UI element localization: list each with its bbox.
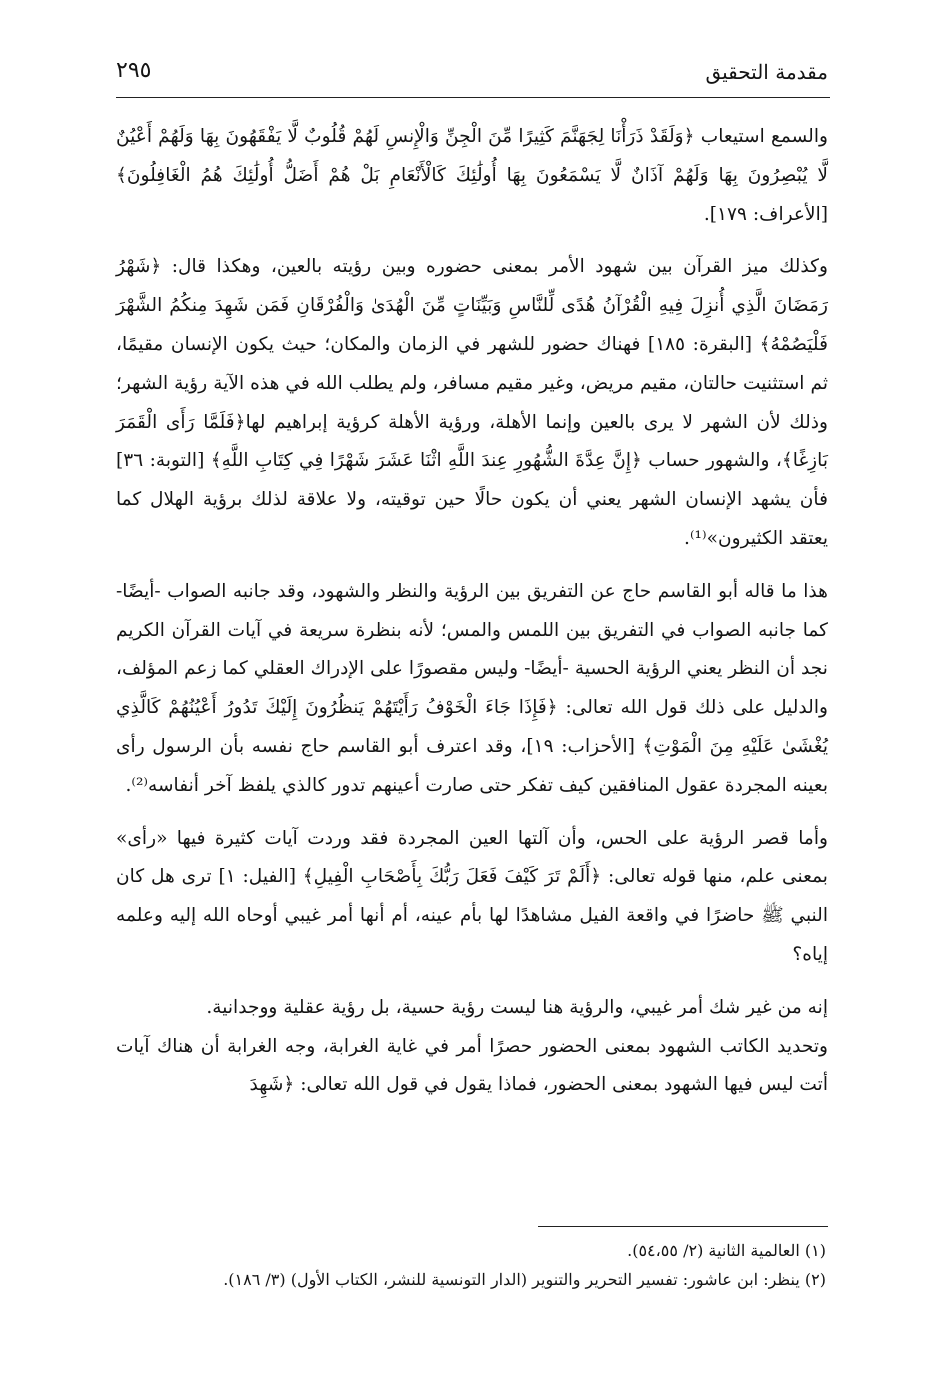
paragraph-quran-al-araf: والسمع استيعاب ﴿وَلَقَدْ ذَرَأْنَا لِجَهَنَّمَ كَثِيرًا مِّنَ الْجِنِّ وَالْإِنسِ لَهُمْ قُلُوبٌ لَّا يَفْقَهُونَ بِهَا وَلَهُمْ أَعْيُنٌ لَّا يُبْصِرُونَ بِهَا وَلَهُمْ آذَانٌ لَّا يَسْمَعُونَ بِهَا أُولَٰئِكَ كَالْأَنْعَامِ بَلْ هُمْ أَضَلُّ أُولَٰئِكَ هُمُ الْغَافِلُونَ﴾ [الأعراف: ١٧٩]. xyxy=(116,126,828,225)
footnote-divider xyxy=(538,1226,828,1227)
paragraph-amr-ghaybi: إنه من غير شك أمر غيبي، والرؤية هنا ليست رؤية حسية، بل رؤية عقلية ووجدانية. xyxy=(206,996,828,1018)
running-header xyxy=(116,54,828,94)
body-text xyxy=(116,118,828,1105)
paragraph-shuhud-al-shahr: وكذلك ميز القرآن بين شهود الأمر بمعنى حضوره وبين رؤيته بالعين، وهكذا قال: ﴿شَهْرُ رَمَضَانَ الَّذِي أُنزِلَ فِيهِ الْقُرْآنُ هُدًى لِّلنَّاسِ وَبَيِّنَاتٍ مِّنَ الْهُدَىٰ وَالْفُرْقَانِ فَمَن شَهِدَ مِنكُمُ الشَّهْرَ فَلْيَصُمْهُ﴾ [البقرة: ١٨٥] فهناك حضور للشهر في الزمان والمكان؛ حيث يكون الإنسان مقيمًا، ثم استثنيت حالتان، مقيم مريض، وغير مقيم مسافر، ولم يطلب الله في هذه الآية رؤية الشهر؛ وذلك لأن الشهر لا يرى بالعين وإنما الأهلة، ورؤية الأهلة كرؤية إبراهيم لها﴿فَلَمَّا رَأَى الْقَمَرَ بَازِغًا﴾، والشهور حساب ﴿إِنَّ عِدَّةَ الشُّهُورِ عِندَ اللَّهِ اثْنَا عَشَرَ شَهْرًا فِي كِتَابِ اللَّهِ﴾ [التوبة: ٣٦] فأن يشهد الإنسان الشهر يعني أن يكون حالًا حين توقيته، ولا علاقة لذلك برؤية الهلال كما يعتقد الكثيرون»⁽¹⁾. xyxy=(116,256,828,549)
header-divider xyxy=(116,97,830,98)
chapter-title: مقدمة التحقيق xyxy=(705,60,828,84)
footnote-2: (٢) ينظر: ابن عاشور: تفسير التحرير والتنوير (الدار التونسية للنشر، الكتاب الأول) (٣/ ١٨٦). xyxy=(223,1270,826,1289)
paragraph-tahdid-al-shuhud: وتحديد الكاتب الشهود بمعنى الحضور حصرًا أمر في غاية الغرابة، وجه الغرابة أن هناك آيات أتت ليس فيها الشهود بمعنى الحضور، فماذا يقول في قول الله تعالى: ﴿شَهِدَ xyxy=(116,1035,828,1096)
footnote-1: (١) العالمية الثانية (٢/ ٥٤،٥٥). xyxy=(627,1241,826,1260)
page-number: ٢٩٥ xyxy=(116,58,152,83)
paragraph-tafriq-ruya-nazar: هذا ما قاله أبو القاسم حاج عن التفريق بين الرؤية والنظر والشهود، وقد جانبه الصواب -أيضًا- كما جانبه الصواب في التفريق بين اللمس والمس؛ لأنه بنظرة سريعة في آيات القرآن الكريم نجد أن النظر يعني الرؤية الحسية -أيضًا- وليس مقصورًا على الإدراك العقلي كما زعم المؤلف، والدليل على ذلك قول الله تعالى: ﴿فَإِذَا جَاءَ الْخَوْفُ رَأَيْتَهُمْ يَنظُرُونَ إِلَيْكَ تَدُورُ أَعْيُنُهُمْ كَالَّذِي يُغْشَىٰ عَلَيْهِ مِنَ الْمَوْتِ﴾ [الأحزاب: ١٩]، وقد اعترف أبو القاسم حاج نفسه بأن الرسول رأى بعينه المجردة عقول المنافقين كيف تفكر حتى صارت أعينهم تدور كالذي يلفظ آخر أنفاسه⁽²⁾. xyxy=(116,580,828,796)
footnotes xyxy=(116,1236,826,1294)
paragraph-ruya-ilm: وأما قصر الرؤية على الحس، وأن آلتها العين المجردة فقد وردت آيات كثيرة فيها «رأى» بمعنى علم، منها قوله تعالى: ﴿أَلَمْ تَرَ كَيْفَ فَعَلَ رَبُّكَ بِأَصْحَابِ الْفِيلِ﴾ [الفيل: ١] ترى هل كان النبي ﷺ حاضرًا في واقعة الفيل مشاهدًا لها بأم عينه، أم أنها أمر غيبي أوحاه الله إليه وعلمه إياه؟ xyxy=(116,827,828,965)
